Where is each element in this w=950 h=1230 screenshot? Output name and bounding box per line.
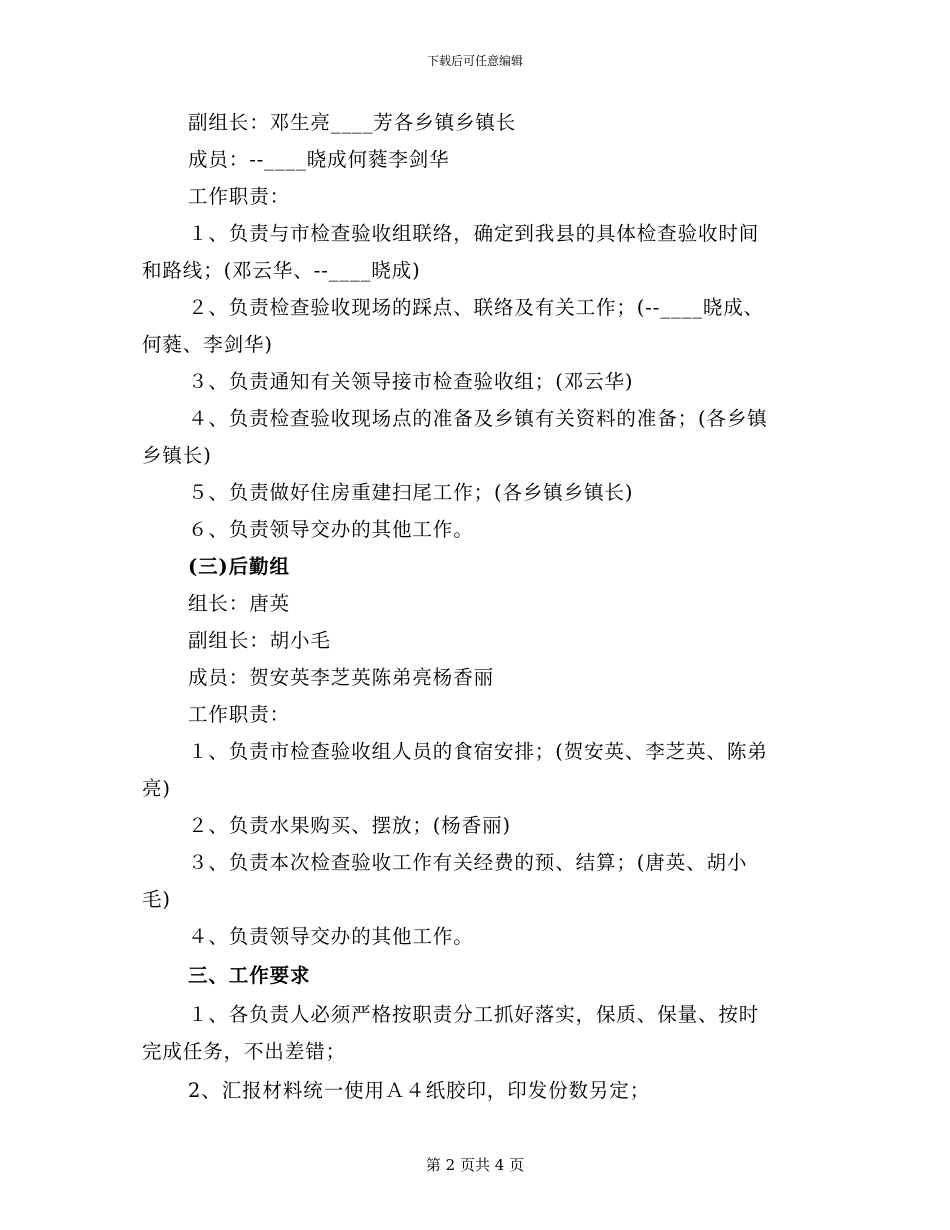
paragraph-line: 副组长：邓生亮____芳各乡镇乡镇长	[188, 111, 517, 134]
section-heading: (三)后勤组	[188, 555, 290, 578]
paragraph-line: 2、汇报材料统一使用Ａ４纸胶印，印发份数另定；	[188, 1079, 651, 1102]
paragraph-line: 和路线；(邓云华、--____晓成)	[142, 259, 421, 282]
paragraph-line: 组长：唐英	[188, 592, 291, 615]
paragraph-line: ４、负责检查验收现场点的准备及乡镇有关资料的准备；(各乡镇	[188, 407, 768, 430]
paragraph-line: 何蕤、李剑华)	[142, 333, 273, 356]
paragraph-line: 工作职责：	[188, 185, 291, 208]
paragraph-line: 成员：--____晓成何蕤李剑华	[188, 148, 450, 171]
page-header: 下载后可任意编辑	[426, 54, 523, 68]
paragraph-line: 副组长：胡小毛	[188, 629, 331, 652]
paragraph-line: 工作职责：	[188, 703, 291, 726]
paragraph-line: 乡镇长)	[142, 444, 212, 467]
paragraph-line: ４、负责领导交办的其他工作。	[188, 925, 474, 948]
page-footer: 第 2 页共 4 页	[425, 1156, 525, 1174]
paragraph-line: １、各负责人必须严格按职责分工抓好落实，保质、保量、按时	[188, 1003, 760, 1026]
paragraph-line: １、负责市检查验收组人员的食宿安排；(贺安英、李芝英、陈弟	[188, 740, 768, 763]
paragraph-line: １、负责与市检查验收组联络，确定到我县的具体检查验收时间	[188, 222, 760, 245]
paragraph-line: ６、负责领导交办的其他工作。	[188, 518, 474, 541]
paragraph-line: 亮)	[142, 777, 171, 800]
paragraph-line: 成员：贺安英李芝英陈弟亮杨香丽	[188, 666, 495, 689]
paragraph-line: ３、负责本次检查验收工作有关经费的预、结算；(唐英、胡小	[188, 851, 748, 874]
paragraph-line: ３、负责通知有关领导接市检查验收组；(邓云华)	[188, 370, 634, 393]
paragraph-line: 毛)	[142, 888, 171, 911]
paragraph-line: ２、负责水果购买、摆放；(杨香丽)	[188, 814, 512, 837]
paragraph-line: 完成任务，不出差错；	[142, 1040, 347, 1063]
paragraph-line: ５、负责做好住房重建扫尾工作；(各乡镇乡镇长)	[188, 481, 634, 504]
paragraph-line: ２、负责检查验收现场的踩点、联络及有关工作；(--____晓成、	[188, 296, 765, 319]
section-heading: 三、工作要求	[188, 964, 311, 987]
